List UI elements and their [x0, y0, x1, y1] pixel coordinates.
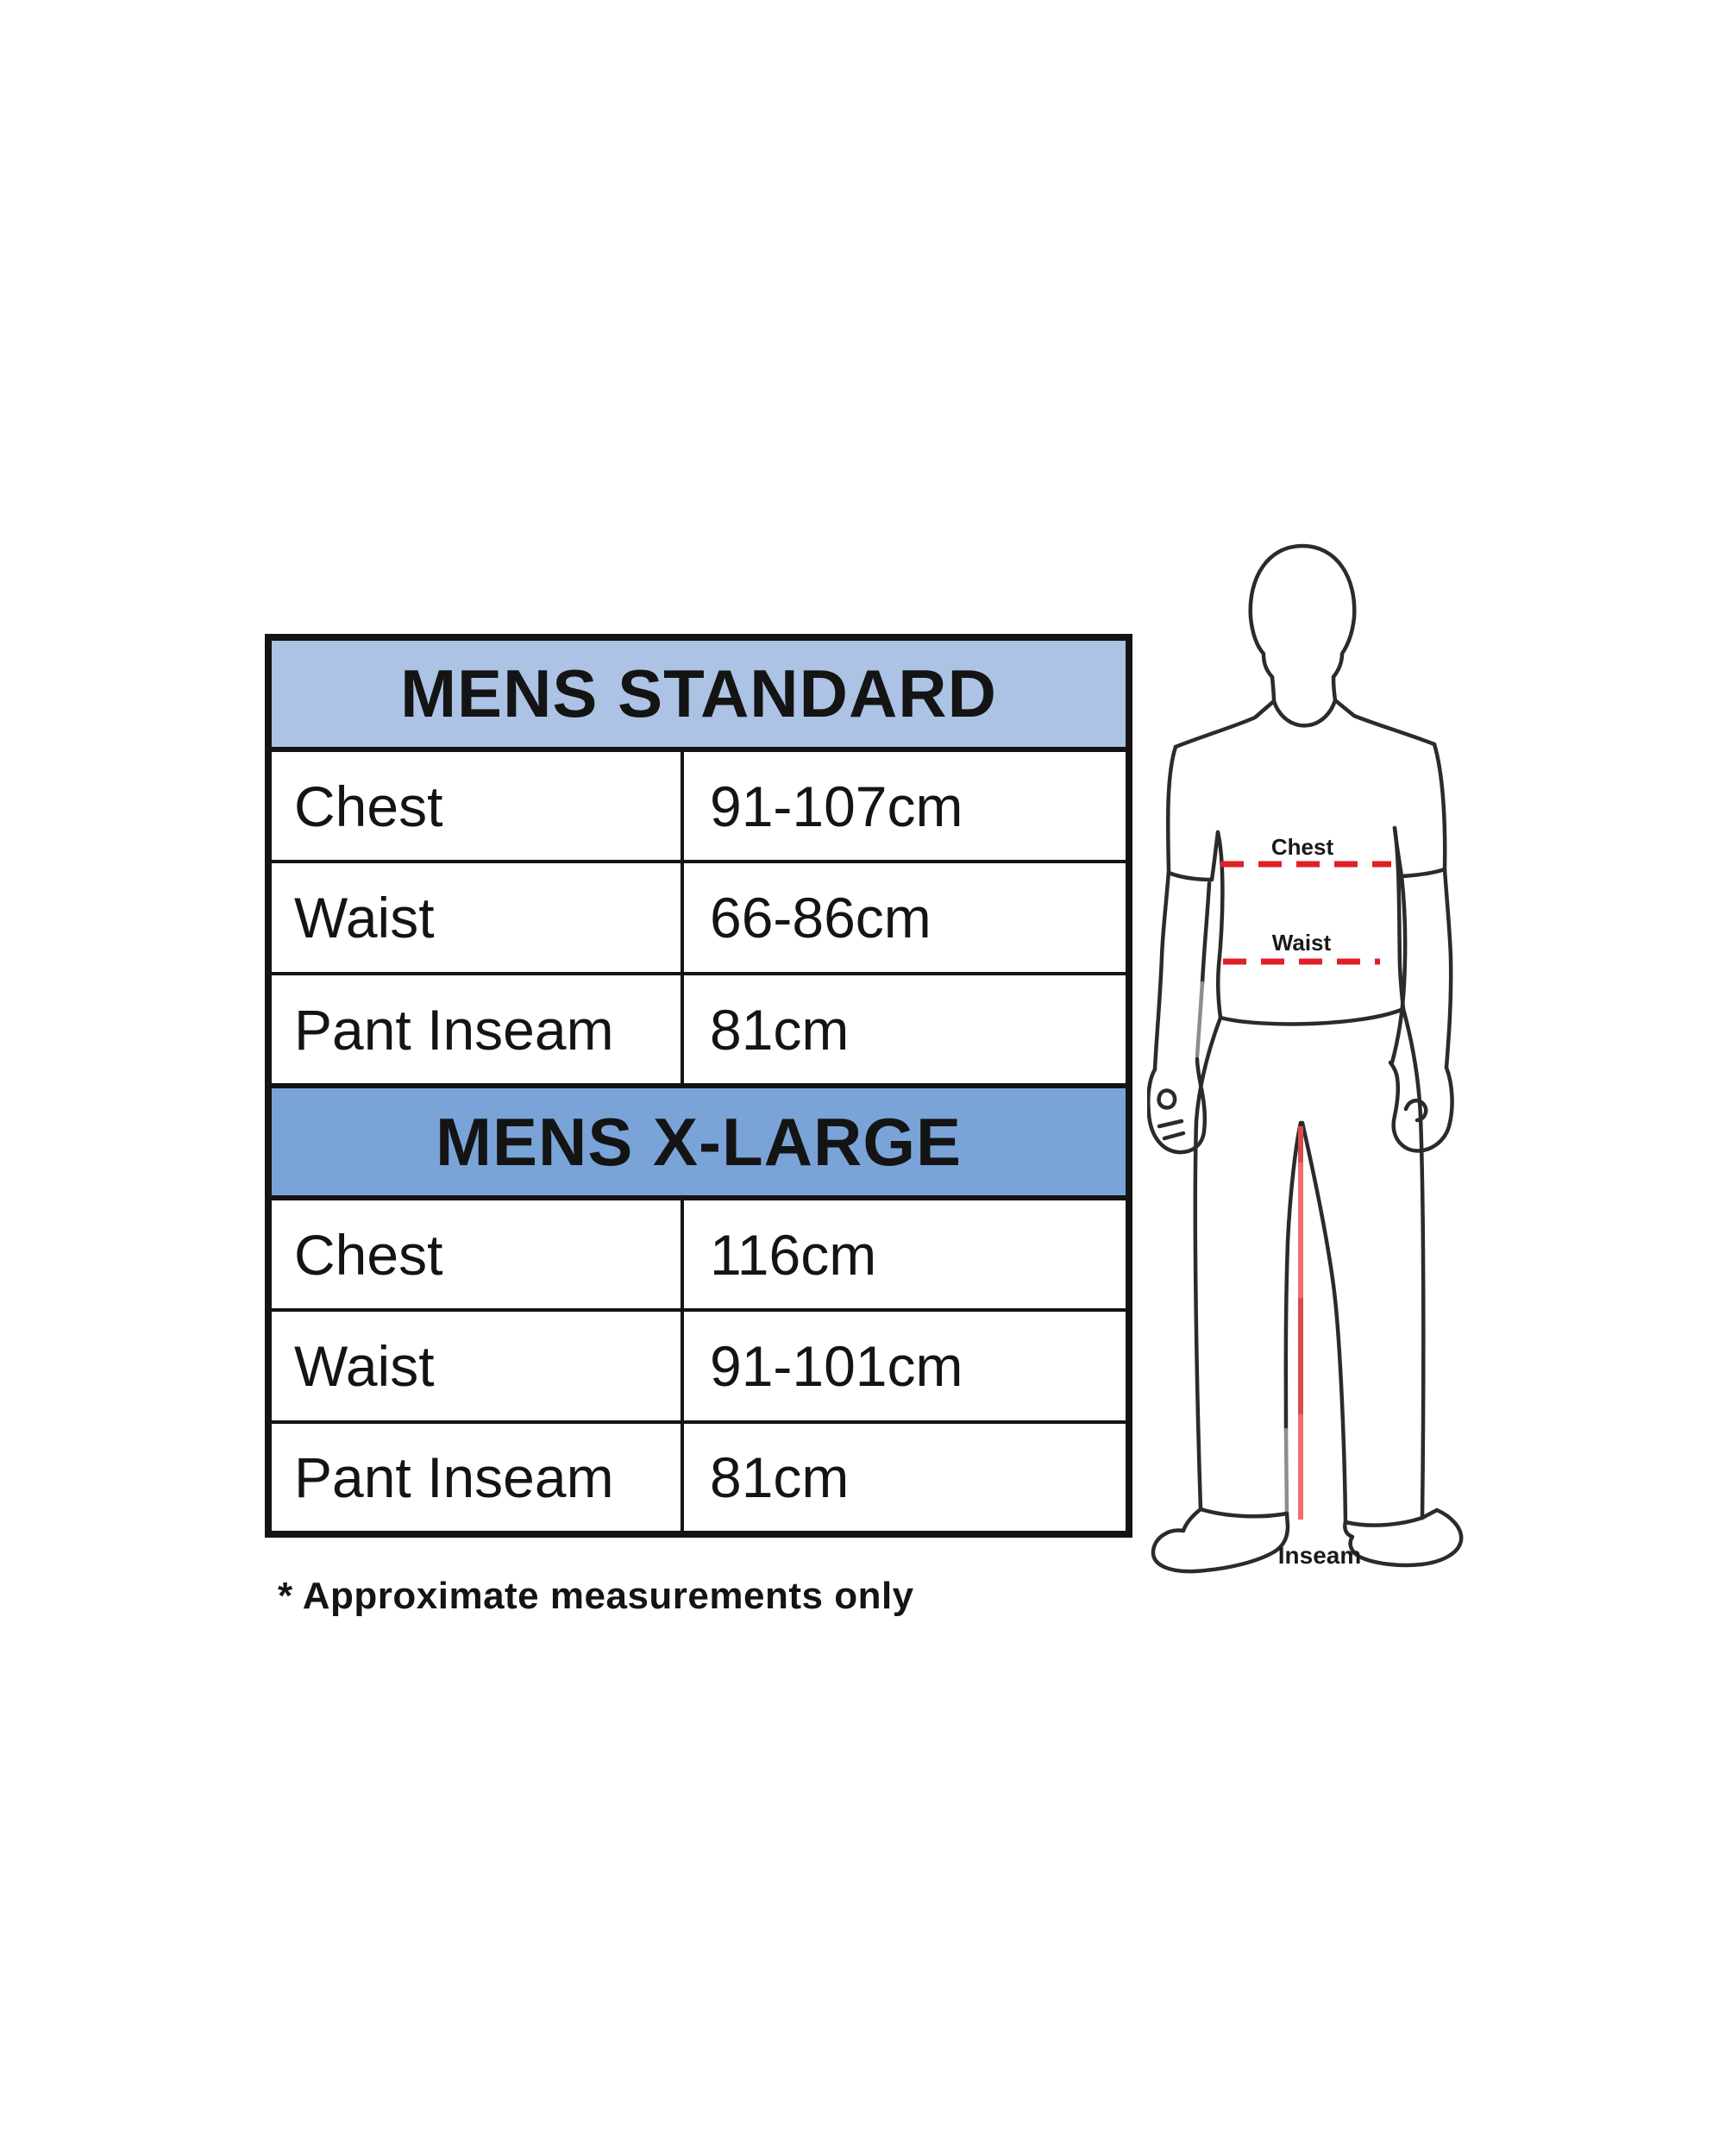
figure-leg-right-outer [1403, 1009, 1423, 1518]
table-row [268, 637, 1129, 749]
xlarge-pant-inseam-value: 81cm [682, 1422, 1129, 1534]
standard-chest-value: 91-107cm [682, 749, 1129, 862]
figure-shoe-right [1345, 1510, 1461, 1565]
body-measurement-figure [1147, 517, 1552, 1604]
xlarge-chest-value: 116cm [682, 1198, 1129, 1310]
figure-shoe-right-opening [1346, 1518, 1422, 1526]
figure-leg-right-inner [1302, 1123, 1346, 1522]
mens-body-outline-illustration [1147, 517, 1552, 1604]
figure-hand-left-knuckle [1159, 1121, 1182, 1126]
table-row [268, 1310, 1129, 1422]
table-row [268, 974, 1129, 1086]
figure-forearm-left-inner [1202, 883, 1209, 983]
xlarge-waist-label: Waist [268, 1310, 682, 1422]
xlarge-pant-inseam-label: Pant Inseam [268, 1422, 682, 1534]
table-row [268, 1086, 1129, 1198]
figure-arm-right-outer [1434, 744, 1451, 1068]
standard-waist-value: 66-86cm [682, 862, 1129, 974]
figure-collar-outline [1274, 700, 1335, 725]
figure-shoe-left-opening [1201, 1509, 1287, 1516]
standard-pant-inseam-value: 81cm [682, 974, 1129, 1086]
section-header-mens-x-large: MENS X-LARGE [268, 1086, 1129, 1198]
approximate-measurements-footnote: * Approximate measurements only [278, 1575, 914, 1617]
standard-waist-label: Waist [268, 862, 682, 974]
figure-torso-side-right [1395, 828, 1403, 1009]
figure-head-outline [1251, 546, 1355, 677]
table-row [268, 862, 1129, 974]
figure-neck-outline [1333, 677, 1335, 700]
figure-sleeve-cuff-left [1169, 873, 1212, 880]
figure-leg-left-outer [1195, 1018, 1220, 1509]
figure-neck-outline [1272, 677, 1274, 701]
xlarge-waist-value: 91-101cm [682, 1310, 1129, 1422]
figure-shoulder-left [1176, 701, 1274, 747]
table-row [268, 749, 1129, 862]
figure-torso-side-left [1218, 832, 1222, 1018]
figure-waist-label: Waist [1271, 930, 1332, 956]
figure-hand-left-thumb [1159, 1091, 1175, 1108]
figure-sleeve-inner-left [1212, 832, 1218, 880]
figure-shoe-left [1153, 1509, 1288, 1571]
figure-sleeve-cuff-right [1402, 869, 1445, 876]
table-row [268, 1198, 1129, 1310]
figure-hand-left-knuckle [1164, 1133, 1183, 1138]
figure-forearm-left-inner-shaded [1197, 983, 1202, 1056]
size-chart-table [265, 634, 1132, 1538]
xlarge-chest-label: Chest [268, 1198, 682, 1310]
figure-chest-label: Chest [1270, 834, 1334, 860]
figure-hand-right-thumb [1406, 1100, 1426, 1120]
standard-pant-inseam-label: Pant Inseam [268, 974, 682, 1086]
figure-shirt-hem [1220, 1009, 1403, 1024]
section-header-mens-standard: MENS STANDARD [268, 637, 1129, 749]
standard-chest-label: Chest [268, 749, 682, 862]
table-row [268, 1422, 1129, 1534]
figure-arm-left-outer [1155, 747, 1176, 1069]
figure-shoulder-right [1335, 700, 1434, 744]
figure-leg-left-inner-shaded [1286, 1430, 1287, 1514]
figure-inseam-label: Inseam [1277, 1542, 1362, 1569]
